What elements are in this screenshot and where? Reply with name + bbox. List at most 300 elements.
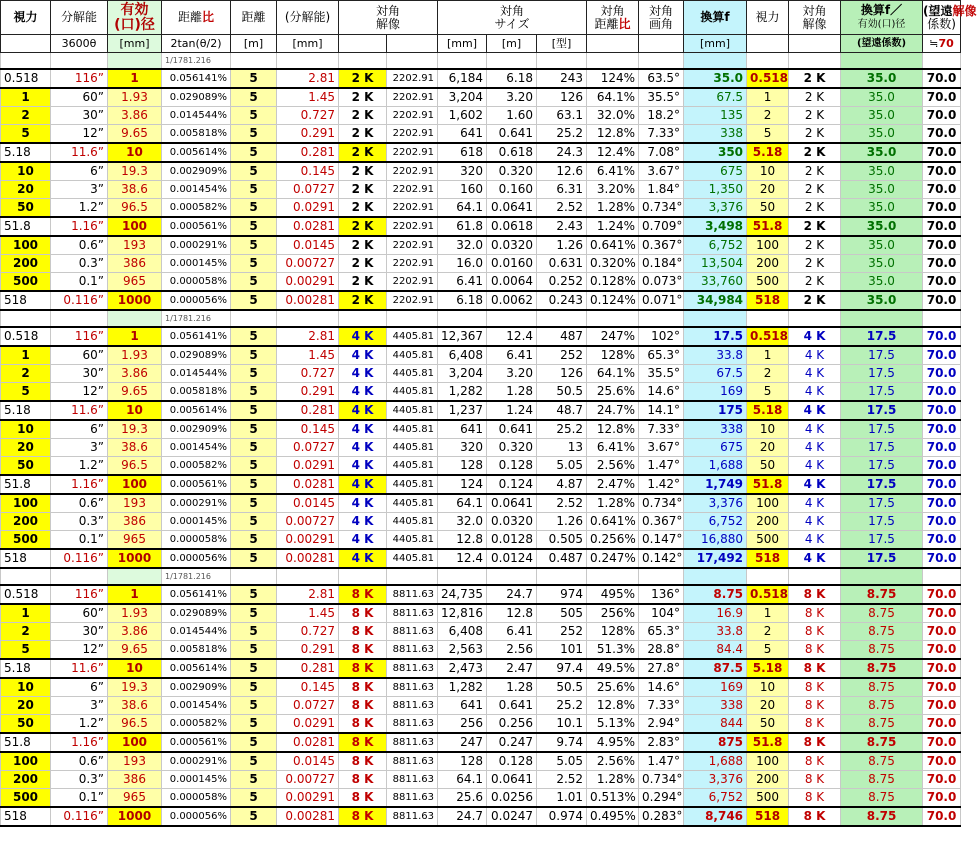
table-cell: 8 K xyxy=(339,659,387,678)
table-cell: 10 xyxy=(108,143,162,162)
table-cell: 3.20% xyxy=(587,181,639,199)
table-row xyxy=(1,143,961,162)
table-cell: 5 xyxy=(231,420,277,439)
table-cell: 11.6” xyxy=(51,143,108,162)
table-cell: 0.000582% xyxy=(162,457,231,476)
table-cell: 2 K xyxy=(789,143,841,162)
table-cell: 135 xyxy=(684,107,747,125)
table-cell: 9.65 xyxy=(108,383,162,402)
table-cell: 33.8 xyxy=(684,623,747,641)
table-cell: 8 K xyxy=(339,641,387,660)
table-cell: 70.0 xyxy=(923,420,961,439)
table-cell: 60” xyxy=(51,88,108,107)
table-cell: 4 K xyxy=(339,549,387,568)
table-cell: 1.47° xyxy=(639,457,684,476)
table-cell: 0.014544% xyxy=(162,107,231,125)
table-cell: 200 xyxy=(747,255,789,273)
table-cell: 500 xyxy=(747,273,789,292)
table-cell: 8 K xyxy=(339,807,387,826)
table-cell: 0.00727 xyxy=(277,513,339,531)
table-cell: 8811.63 xyxy=(387,752,438,771)
table-cell: 0.256% xyxy=(587,531,639,550)
table-cell: 0.247% xyxy=(587,549,639,568)
table-cell: 70.0 xyxy=(923,236,961,255)
table-cell: 0.518 xyxy=(1,327,51,346)
col-header-resolution-mm: (分解能) xyxy=(277,1,339,35)
table-cell: 5 xyxy=(231,88,277,107)
table-cell: 70.0 xyxy=(923,439,961,457)
table-cell: 0.0145 xyxy=(277,752,339,771)
table-cell: 0.641 xyxy=(487,697,537,715)
table-cell: 5 xyxy=(231,513,277,531)
table-cell: 4 K xyxy=(789,494,841,513)
table-cell: 7.08° xyxy=(639,143,684,162)
table-cell: 70.0 xyxy=(923,327,961,346)
table-cell: 70.0 xyxy=(923,771,961,789)
table-cell: 17.5 xyxy=(841,494,923,513)
table-cell: 4 K xyxy=(339,531,387,550)
table-cell: 0.000561% xyxy=(162,217,231,236)
table-cell: 9.74 xyxy=(537,733,587,752)
table-cell: 1 xyxy=(747,604,789,623)
table-cell: 0.0727 xyxy=(277,439,339,457)
table-cell: 8.75 xyxy=(841,715,923,734)
table-cell: 5 xyxy=(231,346,277,365)
table-cell: 5 xyxy=(231,494,277,513)
table-cell: 4 K xyxy=(789,439,841,457)
col-header-diagonal-resolution-2: 対角 解像 xyxy=(789,1,841,35)
table-cell: 0.641% xyxy=(587,513,639,531)
table-cell: 128 xyxy=(438,752,487,771)
table-cell: 128% xyxy=(587,346,639,365)
table-cell: 0.000058% xyxy=(162,789,231,808)
table-cell: 10 xyxy=(1,420,51,439)
table-cell: 0.005614% xyxy=(162,143,231,162)
table-cell: 13,504 xyxy=(684,255,747,273)
unit-cell: [m] xyxy=(231,35,277,53)
table-row xyxy=(1,659,961,678)
table-cell: 6.18 xyxy=(438,291,487,310)
unit-cell xyxy=(1,35,51,53)
table-cell: 5 xyxy=(231,217,277,236)
table-cell: 6,752 xyxy=(684,513,747,531)
table-cell: 0.734° xyxy=(639,771,684,789)
table-cell: 5 xyxy=(231,107,277,125)
table-cell: 1,282 xyxy=(438,383,487,402)
table-cell: 8 K xyxy=(789,733,841,752)
unit-cell: (望遠係数) xyxy=(841,35,923,53)
table-cell: 0.000291% xyxy=(162,236,231,255)
table-cell: 3.20 xyxy=(487,88,537,107)
table-cell: 2 K xyxy=(339,273,387,292)
table-cell: 1.26 xyxy=(537,513,587,531)
table-cell: 10 xyxy=(108,659,162,678)
table-cell: 4 K xyxy=(789,401,841,420)
table-cell: 63.5° xyxy=(639,69,684,88)
table-cell: 70.0 xyxy=(923,401,961,420)
table-cell: 0.000561% xyxy=(162,475,231,494)
table-cell: 2.94° xyxy=(639,715,684,734)
table-cell: 0.0727 xyxy=(277,697,339,715)
table-cell: 505 xyxy=(537,604,587,623)
table-cell: 100 xyxy=(108,475,162,494)
table-cell: 4 K xyxy=(789,383,841,402)
units-row xyxy=(1,35,961,53)
table-cell: 0.641% xyxy=(587,236,639,255)
table-cell: 8 K xyxy=(789,623,841,641)
table-cell: 84.4 xyxy=(684,641,747,660)
table-cell: 0.002909% xyxy=(162,162,231,181)
table-cell: 1.93 xyxy=(108,604,162,623)
table-row xyxy=(1,771,961,789)
table-cell: 70.0 xyxy=(923,217,961,236)
unit-cell xyxy=(587,35,639,53)
table-cell: 0.128% xyxy=(587,273,639,292)
table-cell: 2.83° xyxy=(639,733,684,752)
table-cell: 965 xyxy=(108,273,162,292)
table-cell: 4 K xyxy=(339,420,387,439)
table-cell: 4 K xyxy=(789,475,841,494)
table-cell: 17.5 xyxy=(841,346,923,365)
table-cell: 17.5 xyxy=(841,420,923,439)
note-cell xyxy=(587,568,639,585)
note-cell xyxy=(1,568,51,585)
table-cell: 0.001454% xyxy=(162,181,231,199)
table-cell: 1.2” xyxy=(51,199,108,218)
table-cell: 50 xyxy=(747,715,789,734)
table-cell: 3” xyxy=(51,181,108,199)
table-cell: 0.071° xyxy=(639,291,684,310)
note-cell xyxy=(277,310,339,327)
table-cell: 70.0 xyxy=(923,365,961,383)
table-cell: 0.0145 xyxy=(277,236,339,255)
table-cell: 5.18 xyxy=(747,659,789,678)
table-cell: 12.8% xyxy=(587,125,639,144)
table-cell: 0.128 xyxy=(487,752,537,771)
unit-cell xyxy=(789,35,841,53)
table-cell: 5 xyxy=(231,771,277,789)
table-cell: 70.0 xyxy=(923,715,961,734)
table-cell: 4 K xyxy=(789,549,841,568)
table-row xyxy=(1,678,961,697)
table-cell: 10 xyxy=(747,420,789,439)
table-cell: 0.487 xyxy=(537,549,587,568)
table-row xyxy=(1,697,961,715)
table-cell: 6.41 xyxy=(487,346,537,365)
table-cell: 102° xyxy=(639,327,684,346)
table-cell: 8.75 xyxy=(841,604,923,623)
table-cell: 0.000582% xyxy=(162,199,231,218)
table-cell: 10.1 xyxy=(537,715,587,734)
table-cell: 0.734° xyxy=(639,199,684,218)
table-cell: 1000 xyxy=(108,549,162,568)
table-cell: 0.320 xyxy=(487,162,537,181)
table-cell: 8811.63 xyxy=(387,678,438,697)
table-cell: 1 xyxy=(108,585,162,604)
table-cell: 7.33° xyxy=(639,697,684,715)
table-row xyxy=(1,585,961,604)
note-cell xyxy=(1,53,51,70)
table-row xyxy=(1,752,961,771)
table-cell: 2202.91 xyxy=(387,217,438,236)
table-cell: 35.0 xyxy=(841,181,923,199)
table-cell: 518 xyxy=(747,291,789,310)
table-cell: 19.3 xyxy=(108,162,162,181)
table-cell: 24.3 xyxy=(537,143,587,162)
table-cell: 35.0 xyxy=(841,291,923,310)
table-cell: 124% xyxy=(587,69,639,88)
table-cell: 67.5 xyxy=(684,365,747,383)
note-cell xyxy=(108,53,162,70)
table-cell: 16.0 xyxy=(438,255,487,273)
table-cell: 2 xyxy=(1,365,51,383)
table-cell: 0.029089% xyxy=(162,88,231,107)
table-cell: 70.0 xyxy=(923,733,961,752)
table-cell: 5.18 xyxy=(1,401,51,420)
table-cell: 96.5 xyxy=(108,457,162,476)
table-cell: 0.247 xyxy=(487,733,537,752)
note-cell xyxy=(747,310,789,327)
note-cell xyxy=(923,310,961,327)
table-cell: 252 xyxy=(537,346,587,365)
table-cell: 5.05 xyxy=(537,752,587,771)
note-cell xyxy=(789,53,841,70)
table-cell: 3.67° xyxy=(639,162,684,181)
note-cell xyxy=(387,53,438,70)
table-cell: 8 K xyxy=(789,641,841,660)
table-cell: 24.7% xyxy=(587,401,639,420)
table-cell: 1,350 xyxy=(684,181,747,199)
table-cell: 8 K xyxy=(789,585,841,604)
table-cell: 4405.81 xyxy=(387,549,438,568)
col-header-diagonal-angle: 対角 画角 xyxy=(639,1,684,35)
table-cell: 0.005818% xyxy=(162,383,231,402)
table-cell: 5 xyxy=(231,752,277,771)
table-cell: 5 xyxy=(231,697,277,715)
table-cell: 70.0 xyxy=(923,604,961,623)
table-cell: 386 xyxy=(108,255,162,273)
table-cell: 51.8 xyxy=(1,475,51,494)
table-row xyxy=(1,291,961,310)
table-cell: 2,563 xyxy=(438,641,487,660)
table-row xyxy=(1,420,961,439)
table-cell: 518 xyxy=(747,807,789,826)
table-cell: 641 xyxy=(438,125,487,144)
table-cell: 641 xyxy=(438,420,487,439)
table-cell: 8.75 xyxy=(841,733,923,752)
table-cell: 0.0641 xyxy=(487,494,537,513)
table-cell: 60” xyxy=(51,346,108,365)
table-cell: 8811.63 xyxy=(387,585,438,604)
table-cell: 10 xyxy=(1,678,51,697)
table-cell: 7.33° xyxy=(639,420,684,439)
table-cell: 35.0 xyxy=(841,125,923,144)
note-cell xyxy=(923,568,961,585)
table-cell: 200 xyxy=(1,255,51,273)
table-cell: 100 xyxy=(747,236,789,255)
table-cell: 1.28 xyxy=(487,383,537,402)
table-cell: 2 K xyxy=(339,88,387,107)
table-cell: 5 xyxy=(747,641,789,660)
table-cell: 10 xyxy=(747,678,789,697)
table-cell: 11.6” xyxy=(51,659,108,678)
table-cell: 0.147° xyxy=(639,531,684,550)
table-cell: 2 K xyxy=(339,181,387,199)
table-cell: 4 K xyxy=(339,346,387,365)
table-cell: 5 xyxy=(231,715,277,734)
note-cell xyxy=(639,568,684,585)
table-cell: 9.65 xyxy=(108,641,162,660)
table-cell: 1.16” xyxy=(51,217,108,236)
note-cell: 1/1781.216 xyxy=(162,53,231,70)
table-cell: 386 xyxy=(108,771,162,789)
table-cell: 5.18 xyxy=(1,143,51,162)
note-cell xyxy=(277,568,339,585)
table-cell: 5.05 xyxy=(537,457,587,476)
table-cell: 25.2 xyxy=(537,125,587,144)
table-cell: 70.0 xyxy=(923,531,961,550)
table-cell: 0.000582% xyxy=(162,715,231,734)
table-cell: 247% xyxy=(587,327,639,346)
table-cell: 1.2” xyxy=(51,715,108,734)
table-cell: 38.6 xyxy=(108,181,162,199)
table-cell: 518 xyxy=(747,549,789,568)
table-cell: 4405.81 xyxy=(387,383,438,402)
table-cell: 200 xyxy=(747,513,789,531)
table-cell: 20 xyxy=(747,697,789,715)
table-cell: 5 xyxy=(231,733,277,752)
table-cell: 0.727 xyxy=(277,107,339,125)
table-cell: 1,237 xyxy=(438,401,487,420)
table-cell: 126 xyxy=(537,365,587,383)
table-cell: 1.16” xyxy=(51,475,108,494)
table-cell: 0.6” xyxy=(51,494,108,513)
table-cell: 8 K xyxy=(789,752,841,771)
note-cell xyxy=(487,53,537,70)
table-cell: 0.0618 xyxy=(487,217,537,236)
table-cell: 2202.91 xyxy=(387,88,438,107)
table-cell: 2202.91 xyxy=(387,69,438,88)
table-cell: 5 xyxy=(231,199,277,218)
table-cell: 2202.91 xyxy=(387,181,438,199)
table-cell: 4 K xyxy=(789,513,841,531)
unit-cell: 3600θ xyxy=(51,35,108,53)
table-cell: 35.5° xyxy=(639,365,684,383)
note-cell xyxy=(587,53,639,70)
table-cell: 6,184 xyxy=(438,69,487,88)
table-cell: 2202.91 xyxy=(387,291,438,310)
table-cell: 8 K xyxy=(789,678,841,697)
table-cell: 0.320% xyxy=(587,255,639,273)
table-cell: 35.0 xyxy=(841,69,923,88)
table-cell: 0.518 xyxy=(1,585,51,604)
note-cell xyxy=(108,310,162,327)
table-cell: 0.0064 xyxy=(487,273,537,292)
table-cell: 2 K xyxy=(339,291,387,310)
table-cell: 12.8 xyxy=(487,604,537,623)
table-row xyxy=(1,549,961,568)
table-cell: 5 xyxy=(231,181,277,199)
table-cell: 25.2 xyxy=(537,420,587,439)
table-cell: 0.641 xyxy=(487,125,537,144)
table-row xyxy=(1,789,961,808)
table-cell: 0.00291 xyxy=(277,531,339,550)
table-cell: 2 K xyxy=(789,107,841,125)
note-cell xyxy=(684,310,747,327)
table-cell: 1,602 xyxy=(438,107,487,125)
table-cell: 8.75 xyxy=(841,807,923,826)
table-cell: 2.52 xyxy=(537,494,587,513)
table-cell: 4405.81 xyxy=(387,365,438,383)
table-cell: 10 xyxy=(108,401,162,420)
note-cell xyxy=(277,53,339,70)
table-cell: 338 xyxy=(684,697,747,715)
table-cell: 2 K xyxy=(789,255,841,273)
table-cell: 51.8 xyxy=(1,217,51,236)
table-cell: 3.86 xyxy=(108,107,162,125)
table-cell: 0.6” xyxy=(51,236,108,255)
table-cell: 35.5° xyxy=(639,88,684,107)
table-cell: 2.56% xyxy=(587,457,639,476)
table-cell: 8.75 xyxy=(841,623,923,641)
table-cell: 8 K xyxy=(339,715,387,734)
table-cell: 70.0 xyxy=(923,88,961,107)
table-cell: 17.5 xyxy=(841,549,923,568)
table-cell: 0.294° xyxy=(639,789,684,808)
table-cell: 4405.81 xyxy=(387,420,438,439)
table-cell: 50 xyxy=(1,199,51,218)
table-cell: 0.000145% xyxy=(162,771,231,789)
table-cell: 70.0 xyxy=(923,457,961,476)
table-cell: 500 xyxy=(1,531,51,550)
table-cell: 0.116” xyxy=(51,291,108,310)
col-header-focal-per-aperture: 換算f／ 有効(口)径 xyxy=(841,1,923,35)
table-cell: 5.13% xyxy=(587,715,639,734)
table-cell: 200 xyxy=(747,771,789,789)
table-cell: 7.33° xyxy=(639,125,684,144)
table-cell: 5 xyxy=(1,383,51,402)
table-cell: 8,746 xyxy=(684,807,747,826)
unit-cell xyxy=(387,35,438,53)
table-cell: 0.320 xyxy=(487,439,537,457)
table-cell: 8.75 xyxy=(841,752,923,771)
table-cell: 5 xyxy=(231,291,277,310)
table-cell: 16.9 xyxy=(684,604,747,623)
table-cell: 0.0247 xyxy=(487,807,537,826)
table-cell: 5 xyxy=(1,641,51,660)
unit-cell: ≒70 xyxy=(923,35,961,53)
table-cell: 2 xyxy=(747,623,789,641)
table-cell: 252 xyxy=(537,623,587,641)
table-cell: 25.6 xyxy=(438,789,487,808)
table-cell: 1 xyxy=(1,88,51,107)
table-cell: 8.75 xyxy=(684,585,747,604)
table-cell: 17.5 xyxy=(841,531,923,550)
table-cell: 0.256 xyxy=(487,715,537,734)
table-cell: 4405.81 xyxy=(387,457,438,476)
table-row xyxy=(1,383,961,402)
note-cell xyxy=(438,568,487,585)
table-cell: 12” xyxy=(51,383,108,402)
table-cell: 24.7 xyxy=(438,807,487,826)
table-cell: 35.0 xyxy=(841,236,923,255)
table-cell: 116” xyxy=(51,69,108,88)
table-cell: 1 xyxy=(747,346,789,365)
table-cell: 51.8 xyxy=(1,733,51,752)
table-cell: 87.5 xyxy=(684,659,747,678)
table-cell: 2202.91 xyxy=(387,273,438,292)
table-cell: 0.631 xyxy=(537,255,587,273)
